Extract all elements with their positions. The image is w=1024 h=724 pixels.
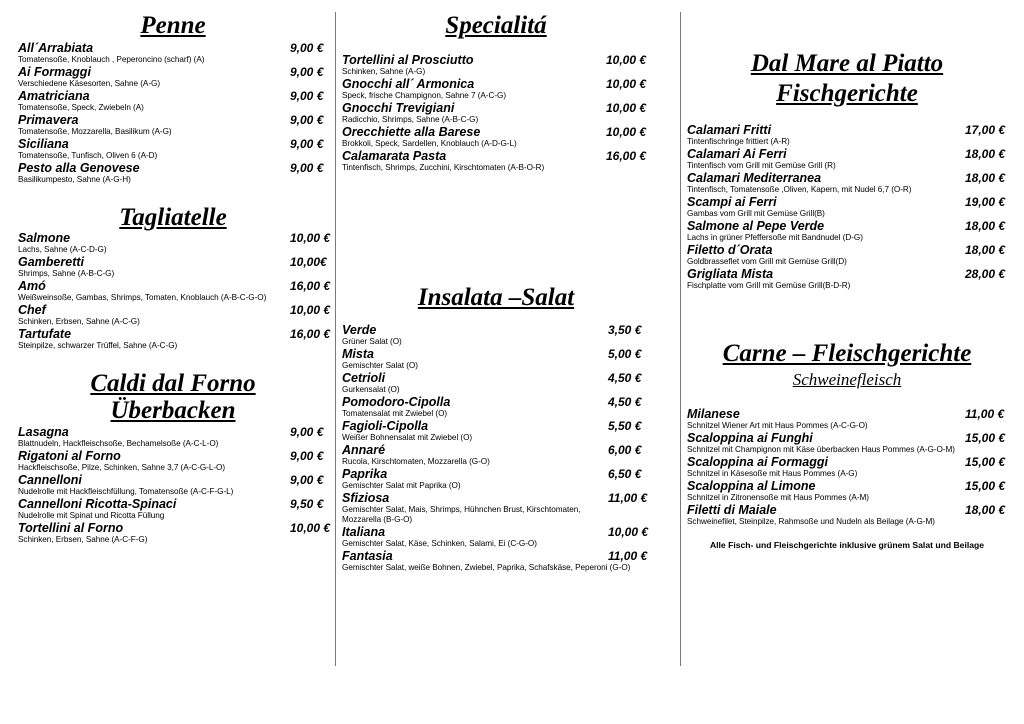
menu-item-name: Amatriciana (18, 89, 90, 103)
menu-column-right (687, 0, 1007, 724)
menu-item-price: 18,00 € (965, 147, 1006, 161)
menu-item-name: Filetto d´Orata (687, 243, 773, 257)
menu-item-name: Pesto alla Genovese (18, 161, 140, 175)
menu-item-description: Gemischter Salat, Käse, Schinken, Salami, Ei (C-G-O) (342, 539, 537, 548)
menu-column-middle (342, 0, 650, 724)
menu-item (342, 372, 650, 396)
menu-item-description: Blattnudeln, Hackfleischsoße, Bechamelsoße (A-C-L-O) (18, 439, 219, 448)
menu-item-price: 18,00 € (965, 219, 1006, 233)
specialita-list (342, 54, 650, 174)
menu-item-price: 10,00 € (606, 53, 647, 67)
menu-item-price: 6,00 € (608, 443, 642, 457)
menu-item-name: Milanese (687, 407, 740, 421)
forno-list (18, 425, 331, 546)
menu-item (18, 114, 328, 138)
menu-item (342, 550, 650, 574)
menu-item-name: Orecchiette alla Barese (342, 125, 481, 139)
menu-item-description: Speck, frische Champignon, Sahne 7 (A-C-G) (342, 91, 506, 100)
menu-item (18, 138, 328, 162)
menu-item-name: Fantasia (342, 549, 393, 563)
menu-item-price: 5,50 € (608, 419, 642, 433)
menu-item (18, 162, 328, 186)
menu-item-description: Nudelrolle mit Hackfleischfüllung, Tomatensoße (A-C-F-G-L) (18, 487, 234, 496)
menu-item-name: Italiana (342, 525, 386, 539)
section-title-mare-line1: Dal Mare al Piatto (750, 50, 944, 77)
menu-item (342, 526, 650, 550)
menu-item-description: Schnitzel in Zitronensoße mit Haus Pommes (A-M) (687, 493, 869, 502)
menu-item-name: Lasagna (18, 425, 69, 439)
menu-item-description: Schinken, Erbsen, Sahne (A-C-F-G) (18, 535, 148, 544)
menu-item-price: 10,00€ (290, 255, 327, 269)
menu-item-description: Tomatensoße, Tunfisch, Oliven 6 (A-D) (18, 151, 158, 160)
menu-item-name: Salmone (18, 231, 71, 245)
menu-item-price: 11,00 € (608, 491, 648, 505)
menu-item-name: All´Arrabiata (18, 41, 94, 55)
menu-item-name: Mista (342, 347, 374, 361)
menu-item-description: Goldbrasseflet vom Grill mit Gemüse Grill(D) (687, 257, 847, 266)
menu-item (342, 150, 650, 174)
menu-item (687, 504, 1007, 528)
mare-list (687, 124, 1007, 292)
menu-item-description: Schnitzel in Käsesoße mit Haus Pommes (A-G) (687, 469, 858, 478)
menu-item-price: 9,50 € (290, 497, 324, 511)
menu-item-price: 9,00 € (290, 41, 324, 55)
menu-item-name: Gnocchi Trevigiani (342, 101, 455, 115)
menu-item (342, 468, 650, 492)
menu-item-name: Filetti di Maiale (687, 503, 777, 517)
menu-item-description: Schinken, Erbsen, Sahne (A-C-G) (18, 317, 140, 326)
insalata-list (342, 324, 650, 574)
menu-item-name: Calamarata Pasta (342, 149, 447, 163)
menu-item-description: Schinken, Sahne (A-G) (342, 67, 426, 76)
menu-item-price: 6,50 € (608, 467, 642, 481)
menu-item-price: 16,00 € (290, 279, 331, 293)
menu-column-left (18, 0, 331, 724)
menu-item (342, 348, 650, 372)
menu-item-price: 17,00 € (965, 123, 1006, 137)
menu-item-name: Scaloppina al Limone (687, 479, 816, 493)
menu-item-price: 9,00 € (290, 89, 324, 103)
menu-item (18, 231, 331, 256)
menu-item-name: Annaré (342, 443, 386, 457)
menu-item-price: 9,00 € (290, 161, 324, 175)
menu-item (687, 220, 1007, 244)
menu-item-name: Grigliata Mista (687, 267, 774, 281)
menu-item (18, 66, 328, 90)
menu-item (342, 420, 650, 444)
menu-item-name: Scaloppina ai Funghi (687, 431, 813, 445)
section-title-specialita: Specialitá (445, 12, 547, 39)
menu-item (18, 474, 328, 498)
menu-item-description: Tintenfischringe frittiert (A-R) (687, 137, 790, 146)
menu-item (687, 148, 1007, 172)
menu-item-description: Grüner Salat (O) (342, 337, 402, 346)
menu-item-name: Calamari Mediterranea (687, 171, 822, 185)
menu-item (18, 521, 331, 546)
menu-item-price: 28,00 € (965, 267, 1006, 281)
menu-item-price: 16,00 € (290, 327, 331, 341)
menu-item-price: 19,00 € (965, 195, 1006, 209)
section-subtitle-carne: Schweinefleisch (792, 370, 902, 389)
section-title-penne: Penne (140, 12, 206, 39)
menu-item-price: 15,00 € (965, 479, 1006, 493)
menu-item (687, 456, 1007, 480)
menu-item (342, 396, 650, 420)
menu-item-price: 5,00 € (608, 347, 642, 361)
menu-item-price: 10,00 € (606, 77, 647, 91)
menu-item (342, 444, 650, 468)
column-divider-left (335, 12, 336, 666)
menu-item-description: Weißweinsoße, Gambas, Shrimps, Tomaten, Knoblauch (A-B-C-G-O) (18, 293, 267, 302)
menu-item (687, 124, 1007, 148)
menu-item-description: Steinpilze, schwarzer Trüffel, Sahne (A-C-G) (18, 341, 178, 350)
menu-item-description: Gurkensalat (O) (342, 385, 400, 394)
menu-item-price: 15,00 € (965, 455, 1006, 469)
menu-item-name: Cannelloni (18, 473, 82, 487)
menu-item-name: Scampi ai Ferri (687, 195, 777, 209)
menu-item-description: Verschiedene Käsesorten, Sahne (A-G) (18, 79, 161, 88)
menu-item (18, 90, 328, 114)
menu-item-name: Salmone al Pepe Verde (687, 219, 825, 233)
menu-item-price: 10,00 € (290, 231, 331, 245)
menu-item-price: 10,00 € (290, 521, 331, 535)
carne-list (687, 408, 1007, 528)
menu-item-description: Tintenfisch vom Grill mit Gemüse Grill (R) (687, 161, 836, 170)
menu-item-description: Tintenfisch, Shrimps, Zucchini, Kirschtomaten (A-B-O-R) (342, 163, 545, 172)
menu-item (18, 498, 328, 522)
menu-item-price: 9,00 € (290, 473, 324, 487)
menu-item-description: Gambas vom Grill mit Gemüse Grill(B) (687, 209, 825, 218)
menu-item-description: Weißer Bohnensalat mit Zwiebel (O) (342, 433, 473, 442)
menu-item-price: 18,00 € (965, 171, 1006, 185)
menu-item-description: Gemischter Salat (O) (342, 361, 418, 370)
menu-item-name: Amó (18, 279, 46, 293)
menu-item-name: Scaloppina ai Formaggi (687, 455, 828, 469)
menu-item-name: Chef (18, 303, 46, 317)
menu-item (18, 426, 328, 450)
menu-item-name: Fagioli-Cipolla (342, 419, 429, 433)
section-title-tagliatelle: Tagliatelle (119, 204, 227, 231)
menu-item (687, 432, 1007, 456)
menu-item-price: 15,00 € (965, 431, 1006, 445)
menu-item-name: Paprika (342, 467, 388, 481)
menu-item-name: Gamberetti (18, 255, 84, 269)
menu-item (687, 172, 1007, 196)
menu-item-price: 16,00 € (606, 149, 647, 163)
menu-item-description: Shrimps, Sahne (A-B-C-G) (18, 269, 115, 278)
menu-item-price: 9,00 € (290, 449, 324, 463)
menu-item-description: Tintenfisch, Tomatensoße ,Oliven, Kapern, mit Nudel 6,7 (O-R) (687, 185, 912, 194)
menu-item-name: Calamari Ai Ferri (687, 147, 787, 161)
menu-item-description: Fischplatte vom Grill mit Gemüse Grill(B-D-R) (687, 281, 851, 290)
menu-item-name: Tartufate (18, 327, 72, 341)
menu-item (687, 244, 1007, 268)
menu-item-description: Gemischter Salat, weiße Bohnen, Zwiebel, Paprika, Schafskäse, Peperoni (G-O) (342, 563, 631, 572)
menu-item-name: Primavera (18, 113, 79, 127)
menu-item-price: 10,00 € (290, 303, 331, 317)
menu-item (18, 42, 328, 66)
carne-note: Alle Fisch- und Fleischgerichte inklusive grünem Salat und Beilage (709, 540, 985, 550)
menu-item-price: 9,00 € (290, 137, 324, 151)
menu-item-description: Nudelrolle mit Spinat und Ricotta Füllung (18, 511, 165, 520)
menu-item-name: Gnocchi all´ Armonica (342, 77, 475, 91)
menu-item-price: 10,00 € (608, 525, 649, 539)
menu-item (18, 450, 328, 474)
menu-item (687, 196, 1007, 220)
menu-item-description: Basilikumpesto, Sahne (A-G-H) (18, 175, 131, 184)
menu-item-price: 4,50 € (608, 371, 642, 385)
menu-item (687, 408, 1007, 432)
menu-item-name: Ai Formaggi (18, 65, 91, 79)
menu-item-price: 11,00 € (608, 549, 648, 563)
menu-item (342, 324, 650, 348)
menu-item (18, 256, 328, 280)
menu-item-description: Gemischter Salat, Mais, Shrimps, Hühnchen Brust, Kirschtomaten, Mozzarella (B-G-O) (342, 505, 581, 524)
menu-item-price: 4,50 € (608, 395, 642, 409)
penne-list (18, 42, 328, 186)
section-title-insalata: Insalata –Salat (417, 284, 575, 311)
menu-item-name: Pomodoro-Cipolla (342, 395, 451, 409)
section-title-forno-line1: Caldi dal Forno (90, 370, 256, 397)
tagliatelle-list (18, 231, 331, 352)
menu-item (18, 327, 331, 352)
menu-item-description: Tomatensoße, Speck, Zwiebeln (A) (18, 103, 144, 112)
menu-item-description: Lachs, Sahne (A-C-D-G) (18, 245, 107, 254)
section-title-forno-line2: Überbacken (110, 397, 236, 424)
menu-item-price: 11,00 € (965, 407, 1005, 421)
menu-item-description: Tomatensalat mit Zwiebel (O) (342, 409, 448, 418)
menu-item-name: Rigatoni al Forno (18, 449, 121, 463)
menu-item-price: 9,00 € (290, 113, 324, 127)
menu-item-name: Cannelloni Ricotta-Spinaci (18, 497, 177, 511)
section-title-carne: Carne – Fleischgerichte (722, 340, 972, 367)
menu-item-description: Radicchio, Shrimps, Sahne (A-B-C-G) (342, 115, 479, 124)
menu-item (687, 480, 1007, 504)
menu-item-description: Tomatensoße, Mozzarella, Basilikum (A-G) (18, 127, 172, 136)
menu-item-description: Hackfleischsoße, Pilze, Schinken, Sahne 3,7 (A-C-G-L-O) (18, 463, 226, 472)
menu-item-description: Tomatensoße, Knoblauch , Peperoncino (scharf) (A) (18, 55, 205, 64)
menu-item-name: Cetrioli (342, 371, 386, 385)
menu-item-name: Tortellini al Prosciutto (342, 53, 474, 67)
menu-item-description: Gemischter Salat mit Paprika (O) (342, 481, 461, 490)
menu-item-name: Calamari Fritti (687, 123, 772, 137)
section-title-mare-line2: Fischgerichte (776, 80, 918, 107)
menu-item-name: Sfiziosa (342, 491, 390, 505)
menu-item-price: 9,00 € (290, 65, 324, 79)
menu-item-name: Tortellini al Forno (18, 521, 124, 535)
menu-item (342, 78, 650, 102)
menu-item (18, 279, 331, 304)
menu-item-description: Schnitzel mit Champignon mit Käse überbacken Haus Pommes (A-G-O-M) (687, 445, 955, 454)
menu-item (687, 268, 1007, 292)
menu-item-price: 18,00 € (965, 243, 1006, 257)
menu-item-description: Rucola, Kirschtomaten, Mozzarella (G-O) (342, 457, 490, 466)
menu-item-price: 10,00 € (606, 125, 647, 139)
menu-item (342, 54, 650, 78)
menu-item-name: Verde (342, 323, 377, 337)
menu-item (342, 492, 650, 526)
menu-item-price: 9,00 € (290, 425, 324, 439)
menu-item-price: 10,00 € (606, 101, 647, 115)
menu-item-description: Lachs in grüner Pfeffersoße mit Bandnudel (D-G) (687, 233, 863, 242)
column-divider-right (680, 12, 681, 666)
menu-item (342, 126, 650, 150)
menu-item-description: Brokkoli, Speck, Sardellen, Knoblauch (A-D-G-L) (342, 139, 517, 148)
menu-item-description: Schnitzel Wiener Art mit Haus Pommes (A-C-G-O) (687, 421, 868, 430)
menu-item-description: Schweinefilet, Steinpilze, Rahmsoße und Nudeln als Beilage (A-G-M) (687, 517, 935, 526)
menu-item (342, 102, 650, 126)
menu-item-price: 18,00 € (965, 503, 1006, 517)
menu-item-name: Siciliana (18, 137, 69, 151)
menu-item (18, 303, 331, 328)
menu-item-price: 3,50 € (608, 323, 642, 337)
